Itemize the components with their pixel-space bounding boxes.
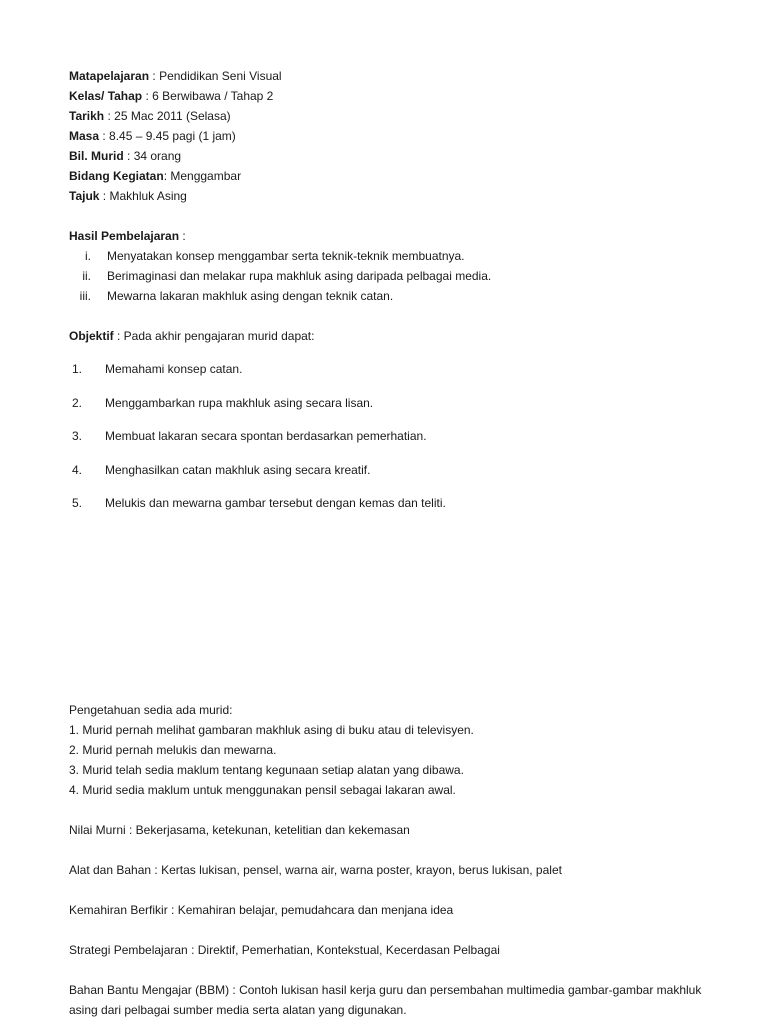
item-number: 4. — [72, 462, 83, 477]
field-label: Masa — [69, 129, 100, 143]
field-tarikh — [69, 106, 729, 126]
hasil-item — [69, 286, 729, 306]
field-label: Matapelajaran — [69, 69, 150, 83]
field-value: 6 Berwibawa / Tahap 2 — [152, 89, 274, 103]
spacer — [69, 880, 729, 900]
field-separator: : — [149, 69, 160, 83]
spacer — [69, 920, 729, 940]
nilai-murni: Nilai Murni : Bekerjasama, ketekunan, ketelitian dan kekemasan — [69, 823, 410, 837]
field-value: Makhluk Asing — [109, 189, 187, 203]
field-separator: : — [104, 109, 115, 123]
objektif-section — [69, 326, 729, 527]
roman-numeral: ii. — [82, 269, 91, 283]
field-tajuk — [69, 186, 729, 206]
field-value: 25 Mac 2011 (Selasa) — [114, 109, 231, 123]
field-masa — [69, 126, 729, 146]
field-separator: : — [142, 89, 153, 103]
objektif-item-text: Membuat lakaran secara spontan berdasarkan pemerhatian. — [105, 429, 427, 443]
strategi-pembelajaran: Strategi Pembelajaran : Direktif, Pemerhatian, Kontekstual, Kecerdasan Pelbagai — [69, 943, 500, 957]
hasil-pembelajaran-section — [69, 226, 729, 306]
hasil-heading-sep: : — [179, 229, 186, 243]
field-label: Bil. Murid — [69, 149, 124, 163]
objektif-item-text: Memahami konsep catan. — [105, 362, 243, 376]
lesson-plan-bottom — [69, 700, 729, 1020]
objektif-item-text: Menggambarkan rupa makhluk asing secara lisan. — [105, 395, 374, 410]
objektif-item — [69, 359, 729, 393]
pengetahuan-item: 2. Murid pernah melukis dan mewarna. — [69, 743, 277, 757]
field-separator: : — [123, 149, 134, 163]
hasil-item-text: Menyatakan konsep menggambar serta teknik-teknik membuatnya. — [107, 249, 465, 263]
field-matapelajaran — [69, 66, 729, 86]
hasil-item — [69, 266, 729, 286]
kemahiran-berfikir: Kemahiran Berfikir : Kemahiran belajar, pemudahcara dan menjana idea — [69, 903, 454, 917]
field-label: Kelas/ Tahap — [69, 89, 143, 103]
field-bidang-kegiatan — [69, 166, 729, 186]
field-label: Bidang Kegiatan — [69, 169, 164, 183]
spacer — [69, 800, 729, 820]
hasil-heading: Hasil Pembelajaran — [69, 229, 180, 243]
roman-numeral: i. — [85, 249, 91, 263]
objektif-heading-line — [69, 326, 729, 359]
item-number: 2. — [72, 395, 83, 410]
field-separator: : — [163, 169, 171, 183]
field-value: 34 orang — [133, 149, 182, 163]
alat-dan-bahan: Alat dan Bahan : Kertas lukisan, pensel, warna air, warna poster, krayon, berus lukisan, palet — [69, 863, 562, 877]
bahan-bantu-mengajar: Bahan Bantu Mengajar (BBM) : Contoh lukisan hasil kerja guru dan persembahan multimedia gambar-gambar makhluk asing dari pelbagai sumber media serta alatan yang digunakan. — [69, 983, 702, 1017]
pengetahuan-item: 1. Murid pernah melihat gambaran makhluk asing di buku atau di televisyen. — [69, 723, 474, 737]
lesson-plan-top — [69, 66, 729, 527]
field-value: 8.45 – 9.45 pagi (1 jam) — [109, 129, 236, 143]
hasil-heading-line — [69, 226, 729, 246]
objektif-item — [69, 460, 729, 494]
pengetahuan-item: 3. Murid telah sedia maklum tentang kegunaan setiap alatan yang dibawa. — [69, 763, 464, 777]
field-bil-murid — [69, 146, 729, 166]
item-number: 3. — [72, 429, 83, 443]
field-label: Tarikh — [69, 109, 105, 123]
spacer — [69, 960, 729, 980]
header-fields — [69, 66, 729, 206]
hasil-item-text: Berimaginasi dan melakar rupa makhluk asing daripada pelbagai media. — [107, 269, 492, 283]
objektif-heading: Objektif — [69, 329, 114, 343]
pengetahuan-heading: Pengetahuan sedia ada murid: — [69, 703, 233, 717]
objektif-item-text: Menghasilkan catan makhluk asing secara kreatif. — [105, 462, 371, 477]
hasil-item-text: Mewarna lakaran makhluk asing dengan teknik catan. — [107, 289, 394, 303]
objektif-item-text: Melukis dan mewarna gambar tersebut dengan kemas dan teliti. — [105, 496, 446, 510]
pengetahuan-item: 4. Murid sedia maklum untuk menggunakan pensil sebagai lakaran awal. — [69, 783, 456, 797]
item-number: 5. — [72, 496, 83, 510]
spacer — [69, 206, 729, 226]
item-number: 1. — [72, 362, 83, 376]
field-separator: : — [99, 129, 110, 143]
spacer — [69, 306, 729, 326]
objektif-item — [69, 426, 729, 460]
field-kelas — [69, 86, 729, 106]
roman-numeral: iii. — [79, 289, 91, 303]
hasil-item — [69, 246, 729, 266]
field-value: Menggambar — [170, 169, 242, 183]
objektif-intro: : Pada akhir pengajaran murid dapat: — [113, 329, 315, 343]
spacer — [69, 840, 729, 860]
pengetahuan-section — [69, 700, 729, 800]
objektif-item — [69, 493, 729, 527]
field-separator: : — [99, 189, 110, 203]
field-label: Tajuk — [69, 189, 100, 203]
objektif-item — [69, 393, 729, 427]
field-value: Pendidikan Seni Visual — [159, 69, 282, 83]
